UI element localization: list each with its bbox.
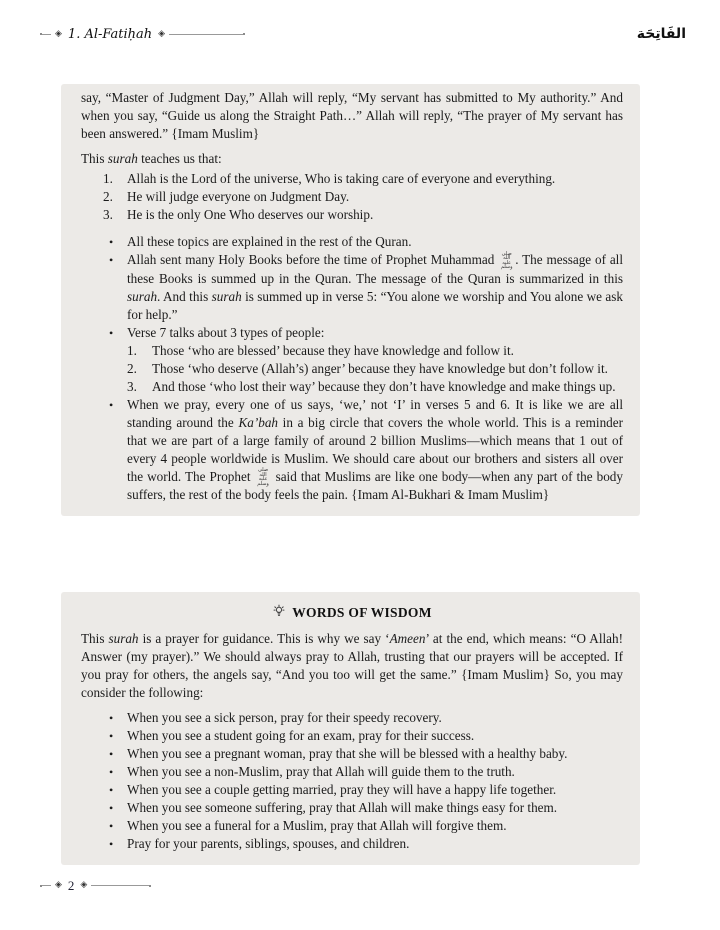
bullet-text: All these topics are explained in the rest of the Quran. [127,234,412,249]
diamond-ornament-icon: ◈ [55,28,62,39]
wisdom-heading-label: WORDS OF WISDOM [292,605,432,620]
diamond-ornament-icon: ◈ [80,880,88,890]
intro-paragraph: say, “Master of Judgment Day,” Allah will reply, “My servant has submitted to My authority.” And when you say, “Guide us along the Straight Path…” Allah will reply, “The prayer of My servant has been answered.” {Imam Muslim} [81,90,623,141]
commentary-bullet-list [81,233,623,504]
words-of-wisdom-box [61,592,640,865]
teaches-list [81,170,623,224]
wisdom-heading [81,604,623,622]
ornament-dot [149,885,151,887]
bullet-item [105,251,623,324]
sub-numbered-item: Those ‘who deserve (Allah’s) anger’ because they have knowledge but don’t follow it. [152,360,608,376]
wisdom-bullet-item: • When you see someone suffering, pray that Allah will make things easy for them. [105,799,623,817]
ornament-dot [243,33,245,35]
ornament-rule [42,885,51,886]
page-header [40,26,686,42]
numbered-item: Allah is the Lord of the universe, Who is taking care of everyone and everything. [127,171,556,186]
bullet-text: Allah sent many Holy Books before the time of Prophet Muhammad صلى الله عليه وسلم . The message of all these Books is summed up in the Quran. The message of the Quran is summarized in this surah. And this surah is summed up in verse 5: “You alone we worship and You alone we ask for help.” [127,250,624,322]
chapter-ornament [40,27,245,42]
sub-numbered-list [127,342,623,396]
wisdom-bullet-item: • Pray for your parents, siblings, spouses, and children. [105,835,623,853]
wisdom-bullet-item: • When you see a pregnant woman, pray that she will be blessed with a healthy baby. [105,745,623,763]
chapter-title: 1. Al-Fatiḥah [67,26,153,42]
diamond-ornament-icon: ◈ [158,28,166,39]
ornament-rule [169,34,243,35]
wisdom-bullet-item: • When you see a student going for an exam, pray for their success. [105,727,623,745]
wisdom-bullet-item: • When you see a non-Muslim, pray that Allah will guide them to the truth. [105,763,623,781]
bullet-text: When we pray, every one of us says, ‘we,’ not ‘I’ in verses 5 and 6. It is like we are all standing around the Ka’bah in a big circle that covers the whole world. This is a reminder that we are part of a large family of around 2 billion Muslims—which means that 1 out of every 4 people worldwide is Muslim. We should care about our brothers and sisters all over the world. The Prophet صلى الله عليه وسلم said that Muslims are like one body—when any part of the body suffers, the rest of the body feels the pain. {Imam Al-Bukhari & Imam Muslim} [127,396,623,502]
wisdom-bullet-item: • When you see a couple getting married, pray they will have a happy life together. [105,781,623,799]
wisdom-bullet-list [81,709,623,853]
sub-numbered-item: And those ‘who lost their way’ because they don’t have knowledge and make things up. [152,378,616,394]
numbered-item: He will judge everyone on Judgment Day. [127,189,350,204]
teaches-lead: This surah teaches us that: [81,151,222,166]
wisdom-bullet-item: • When you see a funeral for a Muslim, pray that Allah will forgive them. [105,817,623,835]
page-number: 2 [67,878,75,893]
ornament-rule [42,34,51,35]
commentary-box [61,84,640,516]
wisdom-bullet-item: • When you see a sick person, pray for their speedy recovery. [105,709,623,727]
surah-arabic-title: الفَاتِحَة [636,26,686,42]
wisdom-intro-paragraph: This surah is a prayer for guidance. This is why we say ‘Ameen’ at the end, which means: “O Allah! Answer (my prayer).” We should always pray to Allah, trusting that our prayers will be accepted. If you pray for others, the angels say, “And you too will get the same.” {Imam Muslim} So, you may consider the following: [81,631,623,700]
numbered-item: He is the only One Who deserves our worship. [127,207,374,222]
diamond-ornament-icon: ◈ [55,880,62,890]
ornament-rule [91,885,149,886]
footer-ornament [40,879,151,892]
sub-numbered-item: Those ‘who are blessed’ because they have knowledge and follow it. [152,342,514,358]
bullet-text: Verse 7 talks about 3 types of people: [127,324,325,340]
page-footer [40,879,151,892]
bullet-item [105,233,623,251]
lightbulb-icon [272,604,286,622]
bullet-item [105,324,623,396]
bullet-item [105,396,623,505]
